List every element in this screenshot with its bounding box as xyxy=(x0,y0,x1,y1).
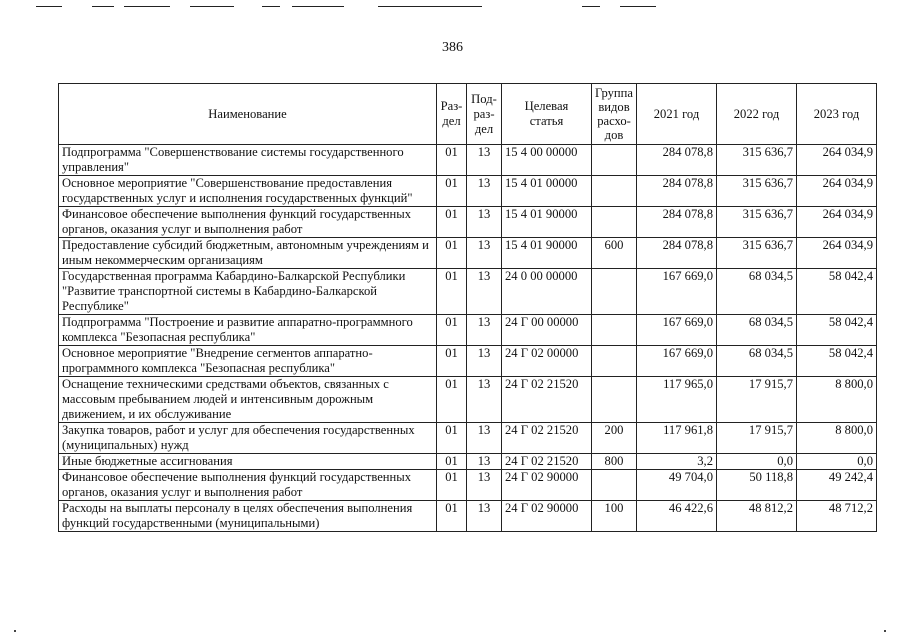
table-row xyxy=(59,145,877,176)
row-value-2021: 167 669,0 xyxy=(637,315,717,346)
row-value-2023: 58 042,4 xyxy=(797,315,877,346)
row-value-2023: 49 242,4 xyxy=(797,470,877,501)
row-celevaya: 24 Г 02 21520 xyxy=(502,377,592,423)
header-gruppa-line: Группа xyxy=(595,86,633,100)
row-value-2021: 3,2 xyxy=(637,454,717,470)
row-value-2021: 284 078,8 xyxy=(637,207,717,238)
row-name: Иные бюджетные ассигнования xyxy=(59,454,437,470)
row-celevaya: 24 Г 02 21520 xyxy=(502,423,592,454)
row-razdel: 01 xyxy=(437,377,467,423)
row-razdel: 01 xyxy=(437,176,467,207)
row-celevaya: 24 Г 00 00000 xyxy=(502,315,592,346)
header-podrazdel-line: Под- xyxy=(471,91,497,106)
row-value-2023: 58 042,4 xyxy=(797,346,877,377)
row-value-2022: 17 915,7 xyxy=(717,423,797,454)
row-podrazdel: 13 xyxy=(467,238,502,269)
row-podrazdel: 13 xyxy=(467,315,502,346)
row-podrazdel: 13 xyxy=(467,176,502,207)
row-celevaya: 15 4 01 90000 xyxy=(502,238,592,269)
row-value-2023: 8 800,0 xyxy=(797,423,877,454)
row-gruppa xyxy=(592,145,637,176)
row-razdel: 01 xyxy=(437,501,467,532)
row-gruppa: 200 xyxy=(592,423,637,454)
scan-artifact-line xyxy=(92,6,114,7)
row-podrazdel: 13 xyxy=(467,377,502,423)
row-podrazdel: 13 xyxy=(467,269,502,315)
row-value-2023: 264 034,9 xyxy=(797,145,877,176)
row-gruppa: 600 xyxy=(592,238,637,269)
row-razdel: 01 xyxy=(437,238,467,269)
scan-artifact-line xyxy=(582,6,600,7)
row-name: Расходы на выплаты персоналу в целях обеспечения выполнения функций государственными (муниципальными) xyxy=(59,501,437,532)
header-razdel xyxy=(437,84,467,145)
scan-artifact-line xyxy=(190,6,234,7)
table-row xyxy=(59,238,877,269)
header-podrazdel-line: дел xyxy=(474,121,494,136)
header-podrazdel-line: раз- xyxy=(473,106,495,121)
table-row xyxy=(59,269,877,315)
scan-artifact-dot xyxy=(14,630,16,632)
header-2021: 2021 год xyxy=(637,84,717,145)
row-value-2022: 68 034,5 xyxy=(717,346,797,377)
row-value-2021: 117 965,0 xyxy=(637,377,717,423)
row-value-2022: 315 636,7 xyxy=(717,238,797,269)
row-gruppa xyxy=(592,176,637,207)
row-name: Подпрограмма "Совершенствование системы государственного управления" xyxy=(59,145,437,176)
row-value-2022: 315 636,7 xyxy=(717,145,797,176)
header-podrazdel xyxy=(467,84,502,145)
row-name: Оснащение техническими средствами объектов, связанных с массовым пребыванием людей и интенсивным дорожным движением, и их обслуживание xyxy=(59,377,437,423)
row-gruppa xyxy=(592,470,637,501)
row-podrazdel: 13 xyxy=(467,207,502,238)
row-celevaya: 15 4 01 00000 xyxy=(502,176,592,207)
row-razdel: 01 xyxy=(437,315,467,346)
header-name: Наименование xyxy=(59,84,437,145)
header-celevaya-line: статья xyxy=(529,114,564,128)
scan-artifact-line xyxy=(620,6,656,7)
row-celevaya: 24 Г 02 21520 xyxy=(502,454,592,470)
header-gruppa-line: дов xyxy=(604,128,624,142)
table-row xyxy=(59,315,877,346)
row-razdel: 01 xyxy=(437,454,467,470)
row-podrazdel: 13 xyxy=(467,501,502,532)
row-razdel: 01 xyxy=(437,346,467,377)
table-header-row xyxy=(59,84,877,145)
scan-artifact-line xyxy=(124,6,170,7)
table-row xyxy=(59,207,877,238)
row-celevaya: 24 0 00 00000 xyxy=(502,269,592,315)
row-gruppa: 800 xyxy=(592,454,637,470)
row-value-2022: 68 034,5 xyxy=(717,315,797,346)
budget-table xyxy=(58,83,877,532)
row-gruppa xyxy=(592,377,637,423)
row-value-2023: 8 800,0 xyxy=(797,377,877,423)
table-row xyxy=(59,377,877,423)
row-value-2023: 48 712,2 xyxy=(797,501,877,532)
row-gruppa xyxy=(592,207,637,238)
row-name: Закупка товаров, работ и услуг для обеспечения государственных (муниципальных) нужд xyxy=(59,423,437,454)
scan-artifact-line xyxy=(262,6,280,7)
row-name: Финансовое обеспечение выполнения функций государственных органов, оказания услуг и выполнения работ xyxy=(59,470,437,501)
row-value-2023: 264 034,9 xyxy=(797,176,877,207)
row-value-2021: 117 961,8 xyxy=(637,423,717,454)
header-2023: 2023 год xyxy=(797,84,877,145)
row-razdel: 01 xyxy=(437,470,467,501)
scan-artifact-line xyxy=(36,6,62,7)
row-podrazdel: 13 xyxy=(467,454,502,470)
row-gruppa: 100 xyxy=(592,501,637,532)
row-value-2023: 0,0 xyxy=(797,454,877,470)
row-value-2022: 48 812,2 xyxy=(717,501,797,532)
row-name: Финансовое обеспечение выполнения функций государственных органов, оказания услуг и выполнения работ xyxy=(59,207,437,238)
row-value-2021: 167 669,0 xyxy=(637,346,717,377)
row-razdel: 01 xyxy=(437,207,467,238)
scan-artifact-line xyxy=(378,6,482,7)
table-row xyxy=(59,423,877,454)
header-razdel-line: Раз- xyxy=(440,99,463,113)
row-razdel: 01 xyxy=(437,423,467,454)
scan-artifact-dot xyxy=(884,630,886,632)
row-podrazdel: 13 xyxy=(467,470,502,501)
header-gruppa-line: расхо- xyxy=(597,114,631,128)
row-value-2021: 284 078,8 xyxy=(637,145,717,176)
header-celevaya-line: Целевая xyxy=(524,99,569,113)
header-gruppa xyxy=(592,84,637,145)
table-row xyxy=(59,454,877,470)
row-podrazdel: 13 xyxy=(467,145,502,176)
row-value-2021: 49 704,0 xyxy=(637,470,717,501)
scan-artifact-line xyxy=(292,6,344,7)
row-celevaya: 24 Г 02 00000 xyxy=(502,346,592,377)
row-podrazdel: 13 xyxy=(467,346,502,377)
row-celevaya: 15 4 00 00000 xyxy=(502,145,592,176)
row-value-2021: 167 669,0 xyxy=(637,269,717,315)
row-name: Предоставление субсидий бюджетным, автономным учреждениям и иным некоммерческим организациям xyxy=(59,238,437,269)
row-gruppa xyxy=(592,269,637,315)
header-celevaya xyxy=(502,84,592,145)
table-row xyxy=(59,346,877,377)
table-row xyxy=(59,176,877,207)
page-number: 386 xyxy=(442,40,463,55)
row-value-2021: 284 078,8 xyxy=(637,238,717,269)
row-razdel: 01 xyxy=(437,269,467,315)
table-row xyxy=(59,470,877,501)
row-value-2021: 284 078,8 xyxy=(637,176,717,207)
row-value-2022: 17 915,7 xyxy=(717,377,797,423)
row-celevaya: 24 Г 02 90000 xyxy=(502,470,592,501)
row-name: Основное мероприятие "Совершенствование предоставления государственных услуг и исполнения государственных функций" xyxy=(59,176,437,207)
table-row xyxy=(59,501,877,532)
row-gruppa xyxy=(592,315,637,346)
row-value-2022: 68 034,5 xyxy=(717,269,797,315)
row-name: Подпрограмма "Построение и развитие аппаратно-программного комплекса "Безопасная республика" xyxy=(59,315,437,346)
row-name: Государственная программа Кабардино-Балкарской Республики "Развитие транспортной системы в Кабардино-Балкарской Республике" xyxy=(59,269,437,315)
row-value-2022: 0,0 xyxy=(717,454,797,470)
row-celevaya: 24 Г 02 90000 xyxy=(502,501,592,532)
header-razdel-line: дел xyxy=(442,114,461,128)
row-gruppa xyxy=(592,346,637,377)
header-2022: 2022 год xyxy=(717,84,797,145)
row-celevaya: 15 4 01 90000 xyxy=(502,207,592,238)
row-value-2021: 46 422,6 xyxy=(637,501,717,532)
row-name: Основное мероприятие "Внедрение сегментов аппаратно-программного комплекса "Безопасная республика" xyxy=(59,346,437,377)
row-value-2023: 58 042,4 xyxy=(797,269,877,315)
row-value-2023: 264 034,9 xyxy=(797,207,877,238)
row-value-2022: 315 636,7 xyxy=(717,176,797,207)
row-value-2023: 264 034,9 xyxy=(797,238,877,269)
row-podrazdel: 13 xyxy=(467,423,502,454)
row-value-2022: 315 636,7 xyxy=(717,207,797,238)
row-razdel: 01 xyxy=(437,145,467,176)
row-value-2022: 50 118,8 xyxy=(717,470,797,501)
header-gruppa-line: видов xyxy=(598,100,630,114)
